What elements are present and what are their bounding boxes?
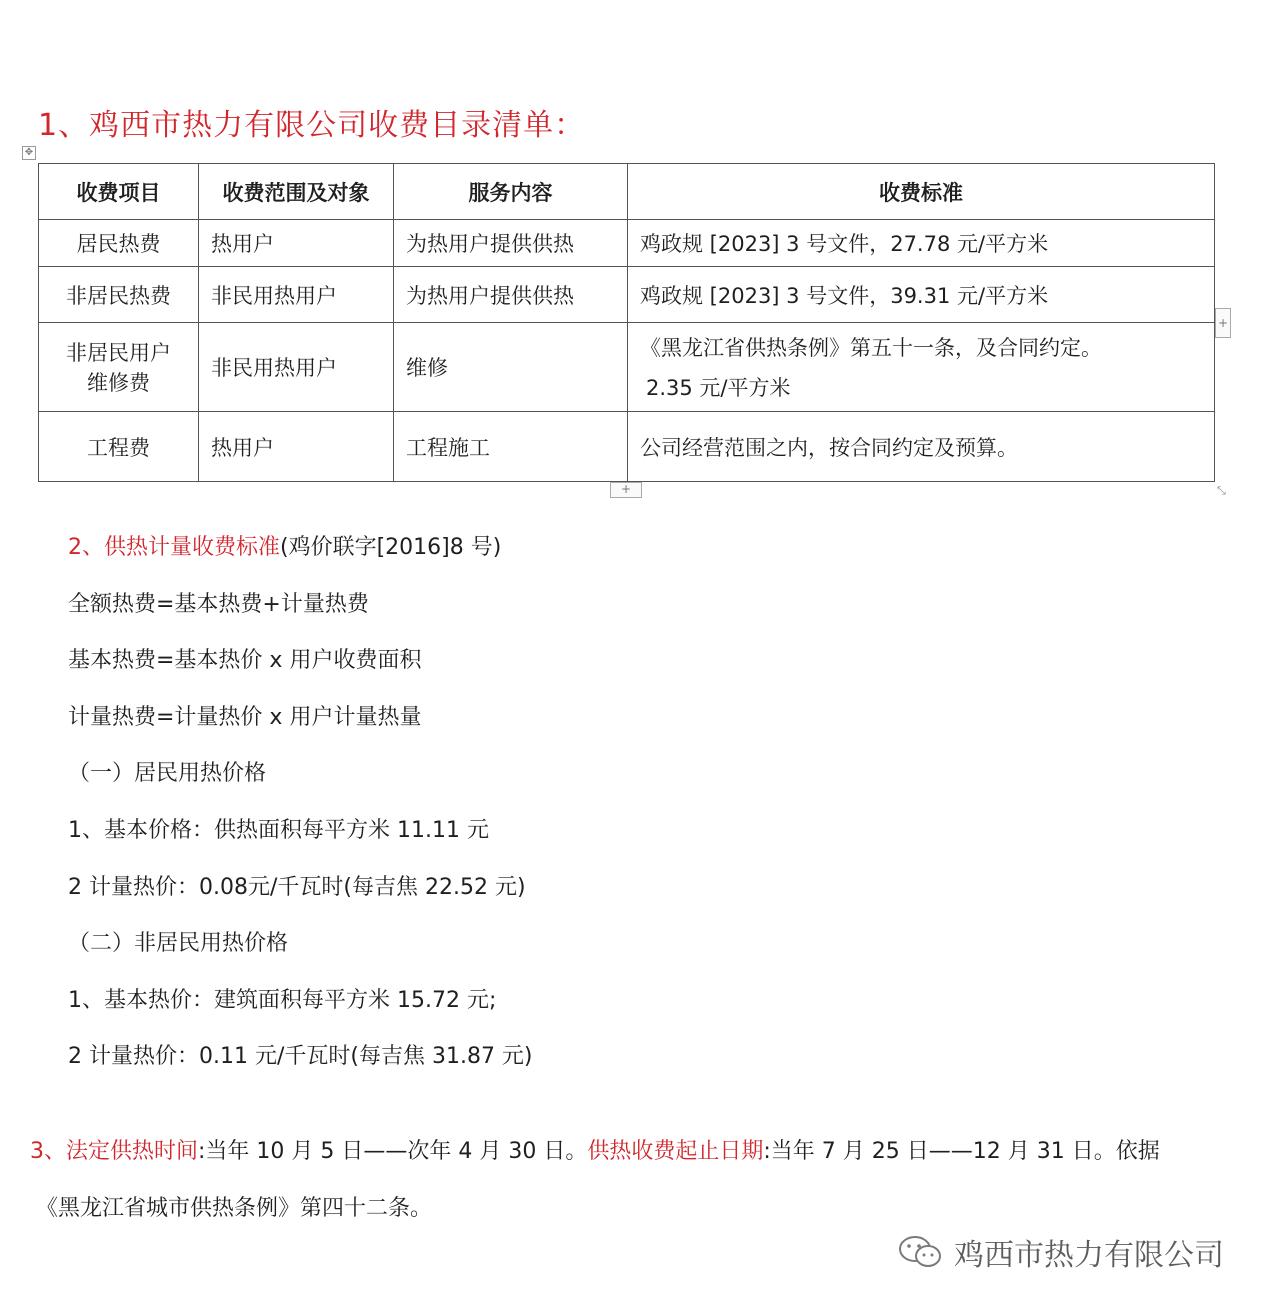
cell-item: 工程费	[39, 412, 199, 482]
cell-standard-line1: 《黑龙江省供热条例》第五十一条，及合同约定。	[640, 336, 1102, 360]
section2-title-label: 2、供热计量收费标准	[68, 535, 280, 560]
cell-service: 为热用户提供供热	[394, 267, 628, 323]
cell-scope: 非民用热用户	[199, 323, 394, 412]
header-item: 收费项目	[39, 164, 199, 220]
cell-scope: 非民用热用户	[199, 267, 394, 323]
formula-total: 全额热费=基本热费+计量热费	[68, 592, 369, 617]
table-header-row	[39, 164, 1215, 220]
cell-item: 居民热费	[39, 220, 199, 267]
section2-title	[68, 530, 501, 561]
table-row	[39, 412, 1215, 482]
resident-price-title: （一）居民用热价格	[68, 761, 267, 786]
header-scope: 收费范围及对象	[199, 164, 394, 220]
cell-item: 非居民热费	[39, 267, 199, 323]
cell-scope: 热用户	[199, 412, 394, 482]
cell-scope: 热用户	[199, 220, 394, 267]
header-standard: 收费标准	[628, 164, 1215, 220]
section2-title-ref: (鸡价联字[2016]8 号)	[280, 535, 502, 560]
cell-item-line1: 非居民用户	[66, 341, 171, 365]
cell-item-line2: 维修费	[87, 371, 150, 395]
table-resize-icon[interactable]: ⤡	[1217, 484, 1226, 497]
nonresident-base-price: 1、基本热价：建筑面积每平方米 15.72 元;	[68, 988, 497, 1013]
cell-standard	[628, 323, 1215, 412]
cell-standard-line2: 2.35 元/平方米	[646, 376, 791, 400]
cell-service: 维修	[394, 323, 628, 412]
watermark	[898, 1230, 1224, 1274]
nonresident-metered-price: 2 计量热价：0.11 元/千瓦时(每吉焦 31.87 元)	[68, 1044, 533, 1069]
section3-line2: 《黑龙江省城市供热条例》第四十二条。	[36, 1196, 433, 1221]
cell-standard: 鸡政规 [2023] 3 号文件，27.78 元/平方米	[628, 220, 1215, 267]
cell-standard: 公司经营范围之内，按合同约定及预算。	[628, 412, 1215, 482]
section3-label-heating-period: 3、法定供热时间	[30, 1139, 198, 1164]
section3-heating-period: :当年 10 月 5 日——次年 4 月 30 日。	[198, 1139, 588, 1164]
cell-service: 为热用户提供供热	[394, 220, 628, 267]
add-row-plus-icon[interactable]: +	[610, 482, 642, 498]
table-row	[39, 267, 1215, 323]
wechat-icon	[898, 1234, 944, 1270]
resident-metered-price: 2 计量热价：0.08元/千瓦时(每吉焦 22.52 元)	[68, 875, 526, 900]
watermark-text: 鸡西市热力有限公司	[954, 1238, 1224, 1273]
header-service: 服务内容	[394, 164, 628, 220]
section3-line1	[30, 1134, 1160, 1165]
cell-service: 工程施工	[394, 412, 628, 482]
formula-base: 基本热费=基本热价 x 用户收费面积	[68, 648, 422, 673]
table-row	[39, 323, 1215, 412]
section3-billing-period: :当年 7 月 25 日——12 月 31 日。依据	[763, 1139, 1160, 1164]
resident-base-price: 1、基本价格：供热面积每平方米 11.11 元	[68, 818, 489, 843]
section3-label-billing-period: 供热收费起止日期	[587, 1139, 764, 1164]
nonresident-price-title: （二）非居民用热价格	[68, 931, 289, 956]
cell-standard: 鸡政规 [2023] 3 号文件，39.31 元/平方米	[628, 267, 1215, 323]
add-column-plus-icon[interactable]: +	[1215, 308, 1231, 338]
formula-metered: 计量热费=计量热价 x 用户计量热量	[68, 705, 422, 730]
cell-item	[39, 323, 199, 412]
heading-fee-catalog: 1、鸡西市热力有限公司收费目录清单：	[38, 108, 586, 143]
fee-table	[38, 163, 1215, 482]
table-move-handle-icon[interactable]: ✥	[22, 146, 36, 160]
table-row	[39, 220, 1215, 267]
